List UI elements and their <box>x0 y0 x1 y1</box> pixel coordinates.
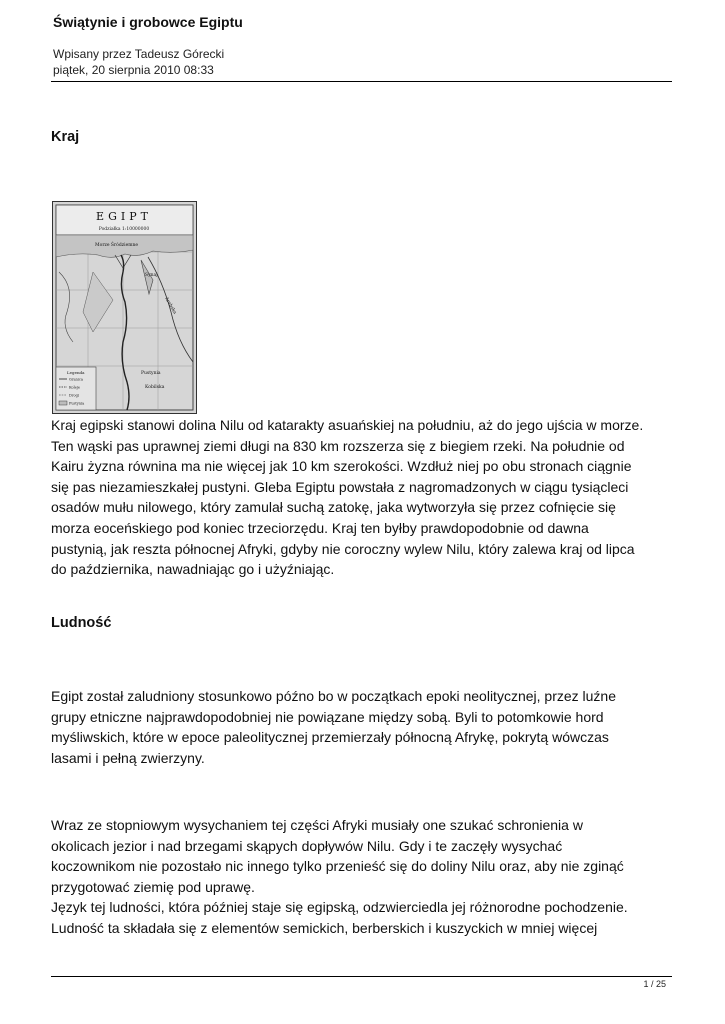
text-line: do października, nawadniając go i użyźniając. <box>51 561 335 578</box>
text-line: lasami i pełną zwierzyny. <box>51 749 205 766</box>
map-illustration <box>53 202 196 413</box>
text-line: Ludność ta składała się z elementów semickich, berberskich i kuszyckich w mniej więcej <box>51 919 598 936</box>
map-legend-item: Drogi <box>69 393 79 398</box>
paragraph-kraj <box>51 415 681 580</box>
document-title: Świątynie i grobowce Egiptu <box>53 14 243 30</box>
map-sea-label: Morze Śródziemne <box>95 243 139 248</box>
section-heading-kraj: Kraj <box>51 129 80 145</box>
text-line: Język tej ludności, która później staje się egipską, odzwierciedla jej różnorodne pochodzenie. <box>51 899 628 916</box>
paragraph-ludnosc-1 <box>51 686 681 768</box>
section-heading-ludnosc: Ludność <box>51 615 112 631</box>
text-line: osadów mułu nilowego, który zamulał suchą zatokę, jaka wytworzyła się przez cofnięcie się <box>51 499 616 516</box>
map-region-arabian: Arabska <box>163 296 177 316</box>
footer-rule <box>51 976 672 977</box>
text-line: Egipt został zaludniony stosunkowo późno bo w początkach epoki neolitycznej, przez luźne <box>51 688 616 704</box>
map-legend-item: Pustynia <box>69 401 85 406</box>
paragraph-ludnosc-2 <box>51 815 681 939</box>
map-legend-item: Granica <box>69 377 83 382</box>
author-line: Wpisany przez Tadeusz Górecki <box>53 47 225 61</box>
text-line: Wraz ze stopniowym wysychaniem tej części Afryki musiały one szukać schronienia w <box>51 817 583 833</box>
text-line: grupy etniczne najprawdopodobniej nie powiązane między sobą. Byli to potomkowie hord <box>51 708 604 725</box>
map-region-sinai: Synaj <box>145 273 158 278</box>
text-line: Kairu żyzna równina ma nie więcej jak 10 km szerokości. Wzdłuż niej po obu stronach ciągnie <box>51 458 632 475</box>
text-line: pustynią, jak reszta północnej Afryki, gdyby nie coroczny wylew Nilu, który zalewa kraj od lipca <box>51 540 635 557</box>
map-of-egypt-image <box>52 201 197 414</box>
page-indicator: 1 / 25 <box>643 979 666 989</box>
map-title: EGIPT <box>96 210 152 223</box>
map-scale: Podziałka 1:10000000 <box>98 227 150 232</box>
text-line: Kraj egipski stanowi dolina Nilu od katarakty asuańskiej na południu, aż do jego ujścia w morze. <box>51 417 644 433</box>
date-line: piątek, 20 sierpnia 2010 08:33 <box>53 63 214 77</box>
text-line: koczownikom nie pozostało nic innego tylko przenieść się do doliny Nilu oraz, aby nie zginąć <box>51 858 624 875</box>
text-line: się pas niezamieszkałej pustyni. Gleba Egiptu powstała z nagromadzonych w ciągu tysiącleci <box>51 478 629 495</box>
text-line: myśliwskich, które w epoce paleolitycznej przemierzały północną Afrykę, pokrytą wówczas <box>51 729 609 746</box>
map-legend-item: Koleje <box>69 385 80 390</box>
map-legend-title: Legenda <box>67 370 85 375</box>
header-rule <box>51 81 672 82</box>
text-line: okolicach jezior i nad brzegami skąpych dopływów Nilu. Gdy i te zaczęły wysychać <box>51 837 563 854</box>
map-region-desert: Pustynia <box>141 371 161 376</box>
text-line: morza eoceńskiego pod koniec trzeciorzędu. Kraj ten byłby prawdopodobnie od dawna <box>51 519 589 536</box>
map-region-kobilska: Kobilska <box>145 385 165 390</box>
text-line: Ten wąski pas uprawnej ziemi długi na 830 km rozszerza się z biegiem rzeki. Na południe od <box>51 437 625 454</box>
text-line: przygotować ziemię pod uprawę. <box>51 878 255 895</box>
